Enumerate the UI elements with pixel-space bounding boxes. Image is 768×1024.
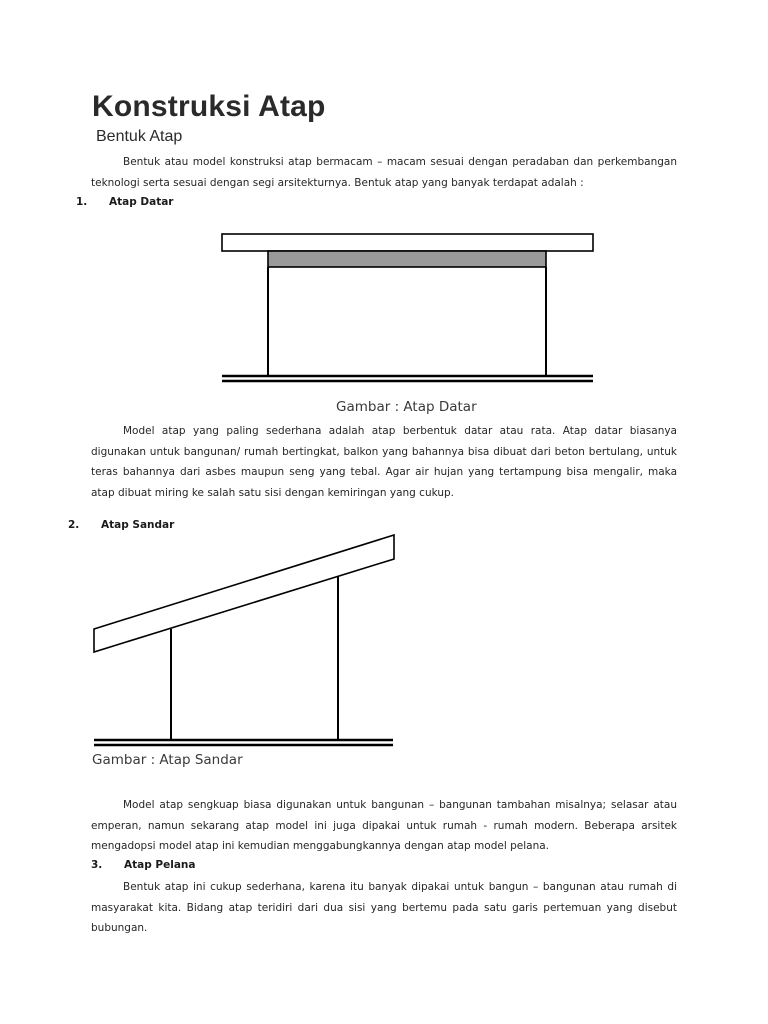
section-1-number: 1. (76, 196, 88, 208)
flat-roof-beam (268, 251, 546, 267)
figure-2-caption: Gambar : Atap Sandar (92, 752, 243, 768)
section-1-heading: Atap Datar (109, 196, 174, 208)
atap-sandar-drawing (94, 535, 394, 745)
atap-datar-drawing (222, 234, 593, 381)
section-3-paragraph: Bentuk atap ini cukup sederhana, karena itu banyak dipakai untuk bangun – bangunan atau rumah di masyarakat kita. Bidang atap teridiri dari dua sisi yang bertemu pada satu garis pertemuan yang disebut bubungan. (91, 881, 677, 934)
page-title: Konstruksi Atap (92, 90, 326, 123)
intro-paragraph: Bentuk atau model konstruksi atap bermacam – macam sesuai dengan peradaban dan perkembangan teknologi serta sesuai dengan segi arsitekturnya. Bentuk atap yang banyak terdapat adalah : (91, 156, 677, 189)
section-2-paragraph: Model atap sengkuap biasa digunakan untuk bangunan – bangunan tambahan misalnya; selasar atau emperan, namun sekarang atap model ini juga dipakai untuk rumah - rumah modern. Beberapa arsitek mengadopsi model atap ini kemudian menggabungkannya dengan atap model pelana. (91, 799, 677, 852)
section-2-number: 2. (68, 519, 80, 531)
section-2-heading: Atap Sandar (101, 519, 175, 531)
section-1-paragraph: Model atap yang paling sederhana adalah atap berbentuk datar atau rata. Atap datar biasanya digunakan untuk bangunan/ rumah bertingkat, balkon yang bahannya bisa dibuat dari beton bertulang, untuk teras bahannya dari asbes maupun seng yang tebal. Agar air hujan yang tertampung bisa mengalir, maka atap dibuat miring ke salah satu sisi dengan kemiringan yang cukup. (91, 425, 677, 499)
page-subtitle: Bentuk Atap (96, 128, 183, 145)
section-3-heading: Atap Pelana (124, 859, 196, 871)
lean-to-roof-slab (94, 535, 394, 652)
section-3-number: 3. (91, 859, 103, 871)
flat-roof-slab (222, 234, 593, 251)
figure-1-caption: Gambar : Atap Datar (336, 399, 477, 415)
